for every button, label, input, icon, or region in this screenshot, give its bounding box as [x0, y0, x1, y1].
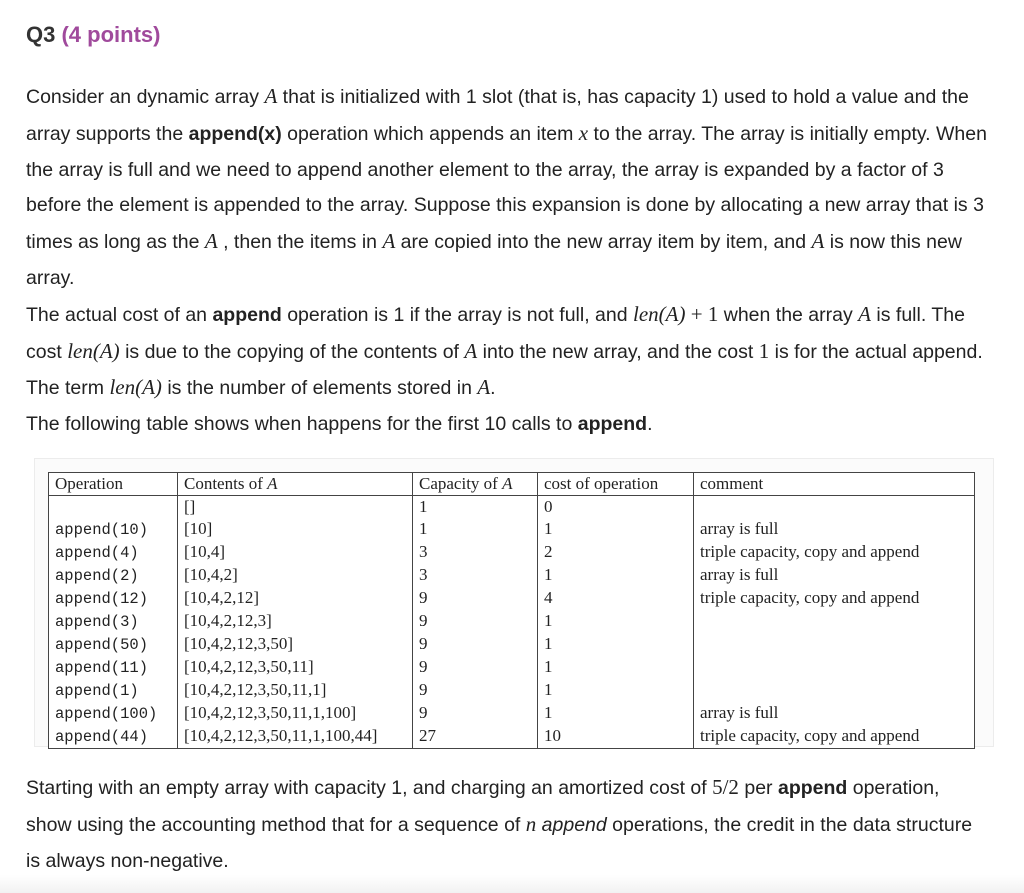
table-header-row [49, 473, 975, 496]
math-lenA: len(A) [633, 301, 686, 326]
cell-comment: triple capacity, copy and append [694, 541, 975, 564]
cell-comment: triple capacity, copy and append [694, 587, 975, 610]
cell-contents: [] [178, 496, 413, 519]
operation-code: append(50) [55, 636, 149, 654]
bottom-fade [0, 875, 1024, 893]
cell-operation [49, 656, 178, 679]
text: is full. The cost [26, 303, 965, 363]
cell-comment: array is full [694, 702, 975, 725]
text: per [738, 777, 778, 799]
cell-capacity: 3 [413, 564, 538, 587]
math-A: A [477, 375, 491, 400]
cell-comment [694, 496, 975, 519]
text: The following table shows when happens for the first 10 calls to [26, 413, 578, 436]
cell-capacity: 9 [413, 656, 538, 679]
question-title [26, 22, 160, 48]
header-contents-text: Contents of A [184, 474, 278, 493]
problem-description [26, 79, 990, 443]
append-x-code: append(x) [188, 122, 282, 145]
task-paragraph [26, 770, 990, 879]
table-row [49, 656, 975, 679]
cell-contents: [10,4,2,12,3,50,11,1,100,44] [178, 725, 413, 749]
append-bold: append [212, 303, 282, 326]
cell-cost: 1 [538, 679, 694, 702]
table-row [49, 702, 975, 725]
cell-cost: 1 [538, 633, 694, 656]
text: is due to the copying of the contents of [119, 340, 465, 363]
table-intro-paragraph [26, 407, 990, 443]
task-description [26, 770, 990, 879]
table-row [49, 679, 975, 702]
math-A: A [811, 229, 825, 254]
text: , then the items in [217, 231, 383, 254]
math-fraction: 5/2 [712, 775, 739, 799]
cell-contents: [10,4,2,12,3,50,11,1,100] [178, 702, 413, 725]
header-operation: Operation [49, 473, 178, 496]
cell-cost: 1 [538, 564, 694, 587]
cost-paragraph [26, 297, 990, 407]
cell-operation [49, 610, 178, 633]
cell-comment: triple capacity, copy and append [694, 725, 975, 749]
question-points: (4 points) [61, 22, 161, 47]
cell-operation [49, 587, 178, 610]
cell-comment [694, 610, 975, 633]
text: is for the actual append. The term [26, 340, 983, 400]
intro-paragraph [26, 79, 990, 297]
cell-contents: [10,4,2,12,3] [178, 610, 413, 633]
text: when the array [718, 303, 859, 326]
cell-capacity: 9 [413, 610, 538, 633]
cell-comment [694, 633, 975, 656]
operation-code: append(12) [55, 590, 149, 608]
cell-cost: 1 [538, 702, 694, 725]
text: The actual cost of an [26, 303, 213, 326]
table-row [49, 496, 975, 519]
cell-comment: array is full [694, 564, 975, 587]
cell-operation [49, 633, 178, 656]
table-row [49, 633, 975, 656]
math-A: A [204, 229, 218, 254]
text: Starting with an empty array with capacity 1, and charging an amortized cost of [26, 777, 713, 799]
cell-capacity: 9 [413, 679, 538, 702]
append-italic: append [541, 813, 607, 836]
text: is now this new array. [26, 231, 962, 289]
table-row [49, 518, 975, 541]
math-A: A [264, 84, 278, 108]
table-row [49, 541, 975, 564]
append-bold: append [577, 413, 648, 436]
cell-operation [49, 564, 178, 587]
header-contents [178, 473, 413, 496]
operation-code: append(100) [55, 705, 158, 723]
cell-cost: 10 [538, 725, 694, 749]
cell-contents: [10,4,2,12] [178, 587, 413, 610]
cell-contents: [10] [178, 518, 413, 541]
table-row [49, 725, 975, 749]
append-bold: append [777, 777, 848, 799]
header-cost: cost of operation [538, 473, 694, 496]
cell-contents: [10,4,2,12,3,50] [178, 633, 413, 656]
operation-code: append(10) [55, 521, 149, 539]
math-lenA: len(A) [109, 375, 162, 400]
table-row [49, 610, 975, 633]
cell-operation [49, 518, 178, 541]
operation-code: append(11) [55, 659, 149, 677]
cell-cost: 0 [538, 496, 694, 519]
operation-code: append(44) [55, 728, 149, 746]
text: operation which appends an item [281, 122, 579, 145]
cell-contents: [10,4,2,12,3,50,11] [178, 656, 413, 679]
math-A: A [858, 301, 871, 326]
math-lenA: len(A) [67, 338, 120, 363]
text: . [490, 377, 496, 400]
cell-cost: 2 [538, 541, 694, 564]
math-plus-one: + 1 [685, 301, 719, 326]
text: is the number of elements stored in [161, 377, 478, 400]
header-capacity-text: Capacity of A [419, 474, 513, 493]
cell-cost: 1 [538, 518, 694, 541]
cell-capacity: 1 [413, 496, 538, 519]
cell-contents: [10,4,2,12,3,50,11,1] [178, 679, 413, 702]
operation-code: append(1) [55, 682, 139, 700]
operations-table-figure [34, 458, 994, 747]
text: to the array. The array is initially empty. When the array is full and we need to append another element to the array, the array is expanded by a factor of 3 before the element is appended to the array. Suppose this expansion is done by allocating a new array that is 3 times as long as the [26, 122, 987, 254]
cell-capacity: 9 [413, 702, 538, 725]
cell-operation [49, 725, 178, 749]
table-row [49, 587, 975, 610]
text: . [647, 413, 653, 436]
table-body [49, 496, 975, 749]
cell-comment [694, 679, 975, 702]
text: operation is 1 if the array is not full, and [281, 303, 633, 326]
table-row [49, 564, 975, 587]
header-comment: comment [694, 473, 975, 496]
math-A: A [464, 338, 478, 363]
text: that is initialized with 1 slot (that is, has capacity 1) used to hold a value and the array supports the [26, 86, 969, 145]
math-A: A [382, 229, 396, 254]
cell-cost: 1 [538, 610, 694, 633]
text: operations, the credit in the data structure is always non-negative. [26, 813, 973, 872]
question-label: Q3 [26, 22, 56, 47]
cell-capacity: 3 [413, 541, 538, 564]
cell-capacity: 9 [413, 587, 538, 610]
cell-contents: [10,4,2] [178, 564, 413, 587]
operation-code: append(2) [55, 567, 139, 585]
cell-contents: [10,4] [178, 541, 413, 564]
cell-operation [49, 496, 178, 519]
text: into the new array, and the cost [477, 340, 759, 363]
text: Consider an dynamic array [26, 86, 265, 108]
math-n: n [525, 811, 537, 836]
math-one: 1 [758, 338, 770, 363]
math-x: x [578, 120, 589, 145]
cell-capacity: 27 [413, 725, 538, 749]
text: are copied into the new array item by item, and [395, 231, 812, 254]
cell-cost: 1 [538, 656, 694, 679]
operations-table [48, 472, 975, 749]
cell-operation [49, 541, 178, 564]
cell-comment: array is full [694, 518, 975, 541]
cell-operation [49, 702, 178, 725]
text: operation, show using the accounting method that for a sequence of [26, 777, 940, 836]
operation-code: append(4) [55, 544, 139, 562]
cell-comment [694, 656, 975, 679]
cell-capacity: 9 [413, 633, 538, 656]
header-capacity [413, 473, 538, 496]
cell-operation [49, 679, 178, 702]
cell-capacity: 1 [413, 518, 538, 541]
operation-code: append(3) [55, 613, 139, 631]
cell-cost: 4 [538, 587, 694, 610]
